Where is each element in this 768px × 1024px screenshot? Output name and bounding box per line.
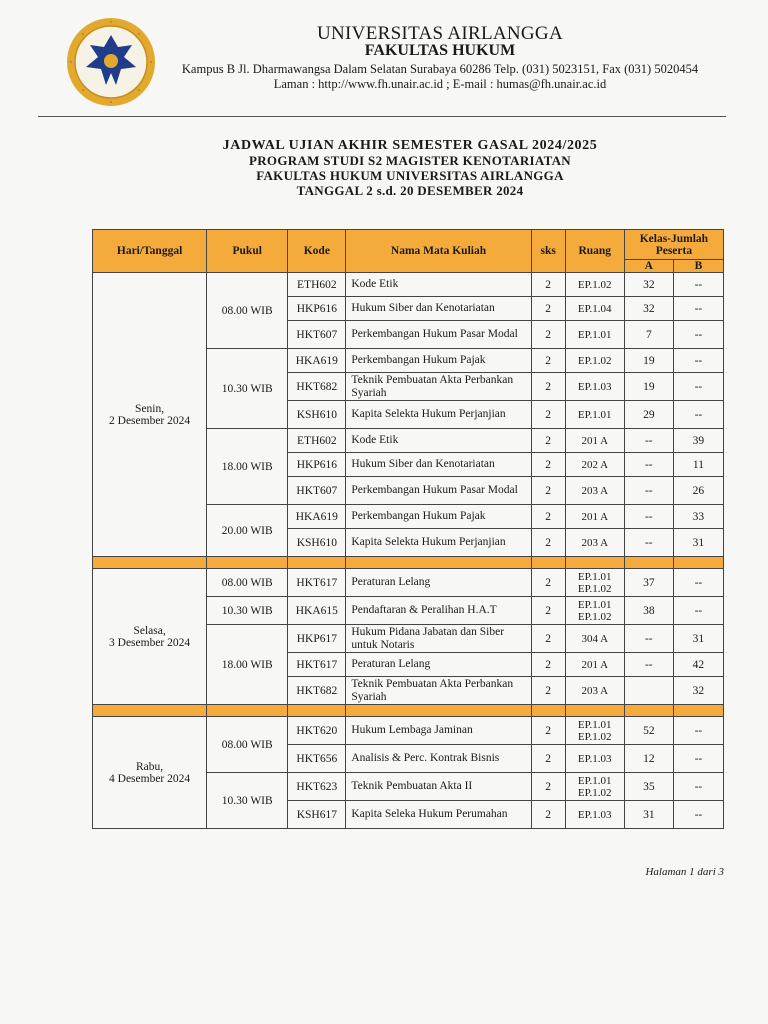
course-code: HKT620 — [288, 717, 346, 745]
document-title — [100, 138, 720, 198]
day-cell — [93, 273, 207, 557]
sks-value: 2 — [531, 597, 565, 625]
page-number: Halaman 1 dari 3 — [645, 866, 724, 878]
university-name: UNIVERSITAS AIRLANGGA — [317, 23, 563, 44]
course-name: Kapita Seleka Hukum Perumahan — [346, 801, 531, 829]
header-class-b: B — [673, 260, 723, 273]
class-a-count: -- — [624, 453, 673, 477]
day-cell — [93, 569, 207, 705]
class-b-count: -- — [673, 373, 723, 401]
room-value: 304 A — [565, 625, 624, 653]
course-name: Perkembangan Hukum Pasar Modal — [346, 477, 531, 505]
course-code: HKT656 — [288, 745, 346, 773]
class-b-count: 11 — [673, 453, 723, 477]
time-cell: 10.30 WIB — [207, 773, 288, 829]
sks-value: 2 — [531, 401, 565, 429]
exam-schedule-table — [92, 229, 724, 829]
class-a-count: 37 — [624, 569, 673, 597]
course-name: Teknik Pembuatan Akta Perbankan Syariah — [346, 373, 531, 401]
class-a-count: -- — [624, 505, 673, 529]
class-a-count: -- — [624, 429, 673, 453]
class-a-count: 38 — [624, 597, 673, 625]
header-course: Nama Mata Kuliah — [346, 230, 531, 273]
separator-cell — [565, 705, 624, 717]
class-b-count: -- — [673, 321, 723, 349]
separator-cell — [531, 557, 565, 569]
room-value: 203 A — [565, 529, 624, 557]
class-b-count: -- — [673, 597, 723, 625]
class-a-count: 7 — [624, 321, 673, 349]
room-value: EP.1.04 — [565, 297, 624, 321]
day-cell — [93, 717, 207, 829]
sks-value: 2 — [531, 349, 565, 373]
course-name: Peraturan Lelang — [346, 569, 531, 597]
class-a-count: 32 — [624, 297, 673, 321]
class-a-count: 12 — [624, 745, 673, 773]
class-b-count: 32 — [673, 677, 723, 705]
sks-value: 2 — [531, 677, 565, 705]
room-value: EP.1.01 EP.1.02 — [565, 597, 624, 625]
class-b-count: 42 — [673, 653, 723, 677]
sks-value: 2 — [531, 505, 565, 529]
course-code: KSH610 — [288, 401, 346, 429]
course-code: HKT617 — [288, 569, 346, 597]
room-value: 201 A — [565, 429, 624, 453]
time-cell: 10.30 WIB — [207, 597, 288, 625]
sks-value: 2 — [531, 625, 565, 653]
room-value: 202 A — [565, 453, 624, 477]
sks-value: 2 — [531, 297, 565, 321]
sks-value: 2 — [531, 453, 565, 477]
day-date: 2 Desember 2024 — [109, 414, 191, 427]
course-name: Teknik Pembuatan Akta II — [346, 773, 531, 801]
class-a-count — [624, 677, 673, 705]
class-a-count: 31 — [624, 801, 673, 829]
time-cell: 20.00 WIB — [207, 505, 288, 557]
time-cell: 08.00 WIB — [207, 569, 288, 597]
day-name: Senin, — [135, 402, 165, 415]
class-b-count: -- — [673, 801, 723, 829]
course-code: KSH617 — [288, 801, 346, 829]
header-room: Ruang — [565, 230, 624, 273]
course-code: HKP617 — [288, 625, 346, 653]
room-value: EP.1.03 — [565, 801, 624, 829]
class-a-count: 32 — [624, 273, 673, 297]
course-name: Teknik Pembuatan Akta Perbankan Syariah — [346, 677, 531, 705]
title-line-2: PROGRAM STUDI S2 MAGISTER KENOTARIATAN — [249, 153, 571, 168]
course-code: HKT682 — [288, 373, 346, 401]
class-a-count: 52 — [624, 717, 673, 745]
time-cell: 18.00 WIB — [207, 429, 288, 505]
class-b-count: 26 — [673, 477, 723, 505]
header-group: Kelas-Jumlah Peserta — [624, 230, 723, 260]
sks-value: 2 — [531, 801, 565, 829]
sks-value: 2 — [531, 569, 565, 597]
separator-cell — [531, 705, 565, 717]
header-sks: sks — [531, 230, 565, 273]
course-name: Pendaftaran & Peralihan H.A.T — [346, 597, 531, 625]
class-a-count: -- — [624, 625, 673, 653]
course-name: Kode Etik — [346, 273, 531, 297]
header-divider — [38, 116, 726, 117]
course-name: Kapita Selekta Hukum Perjanjian — [346, 529, 531, 557]
class-b-count: -- — [673, 349, 723, 373]
class-b-count: -- — [673, 297, 723, 321]
room-value: 201 A — [565, 653, 624, 677]
class-b-count: 31 — [673, 625, 723, 653]
day-separator — [93, 705, 724, 717]
class-b-count: -- — [673, 773, 723, 801]
class-a-count: 35 — [624, 773, 673, 801]
sks-value: 2 — [531, 653, 565, 677]
sks-value: 2 — [531, 373, 565, 401]
time-cell: 08.00 WIB — [207, 717, 288, 773]
room-value: EP.1.02 — [565, 273, 624, 297]
separator-cell — [624, 557, 673, 569]
class-b-count: 39 — [673, 429, 723, 453]
time-cell: 10.30 WIB — [207, 349, 288, 429]
class-b-count: -- — [673, 745, 723, 773]
course-name: Hukum Lembaga Jaminan — [346, 717, 531, 745]
course-name: Kode Etik — [346, 429, 531, 453]
class-b-count: 31 — [673, 529, 723, 557]
time-cell: 18.00 WIB — [207, 625, 288, 705]
sks-value: 2 — [531, 429, 565, 453]
separator-cell — [673, 557, 723, 569]
class-a-count: -- — [624, 477, 673, 505]
course-code: HKP616 — [288, 297, 346, 321]
separator-cell — [93, 705, 207, 717]
sks-value: 2 — [531, 273, 565, 297]
separator-cell — [207, 705, 288, 717]
day-date: 3 Desember 2024 — [109, 636, 191, 649]
header-class-a: A — [624, 260, 673, 273]
sks-value: 2 — [531, 745, 565, 773]
class-a-count: 19 — [624, 373, 673, 401]
course-name: Hukum Siber dan Kenotariatan — [346, 297, 531, 321]
sks-value: 2 — [531, 477, 565, 505]
class-b-count: -- — [673, 401, 723, 429]
table-row — [93, 569, 724, 597]
separator-cell — [346, 705, 531, 717]
day-separator — [93, 557, 724, 569]
course-code: HKA615 — [288, 597, 346, 625]
course-code: HKT623 — [288, 773, 346, 801]
room-value: EP.1.02 — [565, 349, 624, 373]
course-code: HKT617 — [288, 653, 346, 677]
address-line: Kampus B Jl. Dharmawangsa Dalam Selatan Surabaya 60286 Telp. (031) 5023151, Fax (031) 5020454 — [181, 62, 699, 76]
course-code: HKA619 — [288, 505, 346, 529]
time-cell: 08.00 WIB — [207, 273, 288, 349]
class-a-count: -- — [624, 653, 673, 677]
room-value: EP.1.01 EP.1.02 — [565, 717, 624, 745]
class-b-count: 33 — [673, 505, 723, 529]
course-code: ETH602 — [288, 429, 346, 453]
day-name: Selasa, — [133, 624, 166, 637]
table-row — [93, 717, 724, 745]
course-name: Analisis & Perc. Kontrak Bisnis — [346, 745, 531, 773]
room-value: 203 A — [565, 477, 624, 505]
header-time: Pukul — [207, 230, 288, 273]
contact-line: Laman : http://www.fh.unair.ac.id ; E-mail : humas@fh.unair.ac.id — [273, 77, 607, 91]
sks-value: 2 — [531, 321, 565, 349]
class-a-count: -- — [624, 529, 673, 557]
title-line-4: TANGGAL 2 s.d. 20 DESEMBER 2024 — [296, 183, 524, 198]
room-value: EP.1.03 — [565, 745, 624, 773]
separator-cell — [207, 557, 288, 569]
course-code: KSH610 — [288, 529, 346, 557]
room-value: EP.1.01 EP.1.02 — [565, 773, 624, 801]
class-b-count: -- — [673, 717, 723, 745]
day-date: 4 Desember 2024 — [109, 772, 191, 785]
separator-cell — [673, 705, 723, 717]
separator-cell — [288, 705, 346, 717]
course-name: Perkembangan Hukum Pajak — [346, 349, 531, 373]
university-logo — [66, 17, 156, 107]
separator-cell — [624, 705, 673, 717]
sks-value: 2 — [531, 773, 565, 801]
separator-cell — [93, 557, 207, 569]
faculty-name: FAKULTAS HUKUM — [364, 42, 516, 59]
title-line-3: FAKULTAS HUKUM UNIVERSITAS AIRLANGGA — [256, 168, 564, 183]
sks-value: 2 — [531, 717, 565, 745]
day-name: Rabu, — [136, 760, 164, 773]
class-b-count: -- — [673, 569, 723, 597]
course-name: Peraturan Lelang — [346, 653, 531, 677]
course-name: Hukum Pidana Jabatan dan Siber untuk Notaris — [346, 625, 531, 653]
course-code: HKT682 — [288, 677, 346, 705]
course-name: Perkembangan Hukum Pasar Modal — [346, 321, 531, 349]
header-day: Hari/Tanggal — [93, 230, 207, 273]
room-value: 201 A — [565, 505, 624, 529]
title-line-1: JADWAL UJIAN AKHIR SEMESTER GASAL 2024/2025 — [222, 138, 598, 153]
separator-cell — [565, 557, 624, 569]
class-b-count: -- — [673, 273, 723, 297]
course-name: Hukum Siber dan Kenotariatan — [346, 453, 531, 477]
room-value: EP.1.01 — [565, 401, 624, 429]
course-name: Kapita Selekta Hukum Perjanjian — [346, 401, 531, 429]
room-value: EP.1.01 — [565, 321, 624, 349]
room-value: EP.1.01 EP.1.02 — [565, 569, 624, 597]
separator-cell — [346, 557, 531, 569]
schedule-body — [93, 273, 724, 829]
course-code: HKT607 — [288, 477, 346, 505]
class-a-count: 29 — [624, 401, 673, 429]
class-a-count: 19 — [624, 349, 673, 373]
course-code: HKP616 — [288, 453, 346, 477]
sks-value: 2 — [531, 529, 565, 557]
course-code: ETH602 — [288, 273, 346, 297]
course-code: HKT607 — [288, 321, 346, 349]
separator-cell — [288, 557, 346, 569]
course-code: HKA619 — [288, 349, 346, 373]
room-value: 203 A — [565, 677, 624, 705]
room-value: EP.1.03 — [565, 373, 624, 401]
course-name: Perkembangan Hukum Pajak — [346, 505, 531, 529]
header-code: Kode — [288, 230, 346, 273]
table-row — [93, 273, 724, 297]
